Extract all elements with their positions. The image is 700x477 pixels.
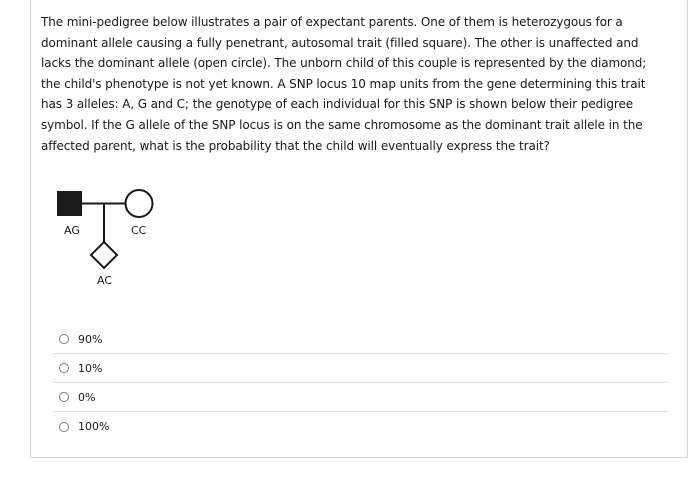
- option-label: 90%: [78, 332, 103, 346]
- option-10-percent[interactable]: [53, 354, 668, 383]
- unborn-child-diamond: [91, 242, 117, 268]
- radio-button[interactable]: [59, 334, 69, 344]
- radio-button[interactable]: [59, 392, 69, 402]
- option-label: 10%: [78, 361, 103, 375]
- option-label: 0%: [78, 390, 96, 404]
- option-0-percent[interactable]: [53, 383, 668, 412]
- option-100-percent[interactable]: [53, 412, 668, 441]
- question-card: [30, 0, 688, 458]
- option-label: 100%: [78, 420, 110, 433]
- unaffected-parent-genotype: CC: [131, 224, 147, 237]
- answer-options: [53, 325, 668, 441]
- option-90-percent[interactable]: [53, 325, 668, 354]
- affected-parent-square: [57, 191, 82, 216]
- affected-parent-genotype: AG: [64, 224, 80, 237]
- unaffected-parent-circle: [126, 190, 153, 217]
- radio-button[interactable]: [59, 363, 69, 373]
- question-text: The mini-pedigree below illustrates a pair of expectant parents. One of them is heterozygous for a dominant allele causing a fully penetrant, autosomal trait (filled square). The other is unaffected and lacks the dominant allele (open circle). The unborn child of this couple is represented by the diamond; the child's phenotype is not yet known. A SNP locus 10 map units from the gene determining this trait has 3 alleles: A, G and C; the genotype of each individual for this SNP is shown below their pedigree symbol. If the G allele of the SNP locus is on the same chromosome as the dominant trait allele in the affected parent, what is the probability that the child will eventually express the trait?: [41, 15, 647, 153]
- radio-button[interactable]: [59, 422, 69, 432]
- child-genotype: AC: [97, 274, 113, 287]
- pedigree-diagram: [31, 0, 689, 300]
